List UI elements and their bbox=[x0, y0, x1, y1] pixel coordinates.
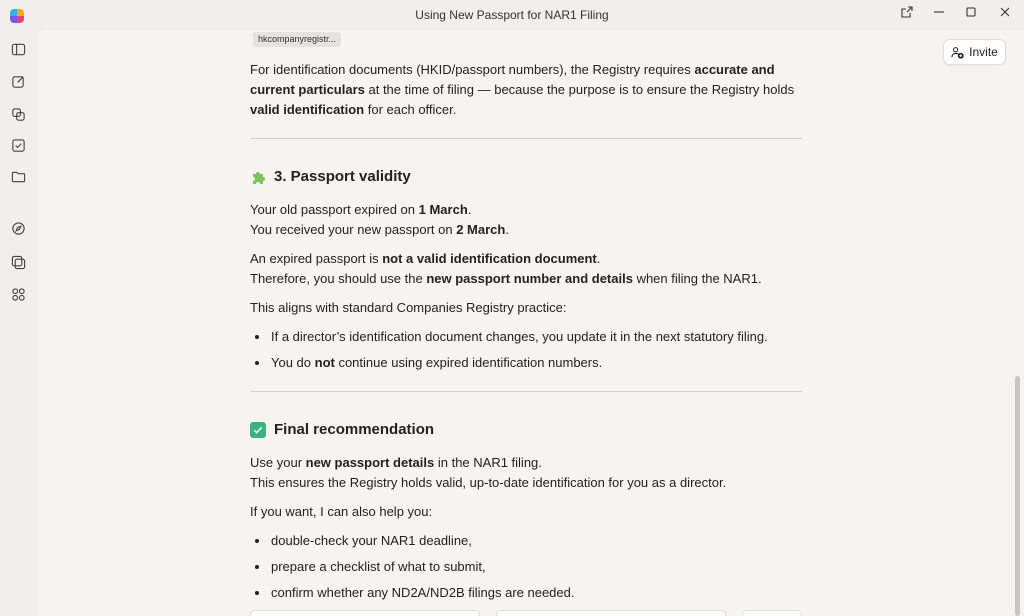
pop-out-icon[interactable] bbox=[892, 0, 922, 24]
check-mark-icon bbox=[250, 422, 266, 438]
expired-passport-line: An expired passport is not a valid identification document. bbox=[250, 251, 601, 266]
window-controls bbox=[892, 0, 1024, 30]
invite-label: Invite bbox=[969, 45, 998, 59]
folder-icon[interactable] bbox=[10, 168, 26, 184]
therefore-line: Therefore, you should use the new passport number and details when filing the NAR1. bbox=[250, 271, 762, 286]
intro-paragraph: For identification documents (HKID/passport numbers), the Registry requires accurate and current particulars at the time of filing — because the purpose is to ensure the Registry holds valid identification for each officer. bbox=[250, 62, 795, 117]
divider bbox=[250, 391, 802, 392]
tasks-icon[interactable] bbox=[10, 137, 26, 153]
discover-icon[interactable] bbox=[10, 220, 26, 236]
practice-line: This aligns with standard Companies Registry practice: bbox=[250, 300, 567, 315]
add-person-icon bbox=[951, 46, 964, 59]
copilot-logo-icon bbox=[10, 9, 24, 23]
new-chat-icon[interactable] bbox=[10, 73, 26, 89]
divider bbox=[250, 138, 802, 139]
help-offer-line: If you want, I can also help you: bbox=[250, 504, 433, 519]
close-button[interactable] bbox=[986, 0, 1024, 24]
suggestion-chip[interactable] bbox=[742, 610, 802, 616]
sidebar-toggle-icon[interactable] bbox=[10, 41, 26, 57]
old-passport-line: Your old passport expired on 1 March. bbox=[250, 202, 472, 217]
sidebar bbox=[0, 30, 37, 616]
suggestion-chip[interactable] bbox=[250, 610, 480, 616]
puzzle-piece-icon bbox=[250, 169, 266, 185]
apps-icon[interactable] bbox=[10, 286, 26, 302]
title-bar bbox=[0, 0, 1024, 30]
scrollbar-thumb[interactable] bbox=[1015, 376, 1020, 616]
new-passport-line: You received your new passport on 2 March. bbox=[250, 222, 509, 237]
ensures-line: This ensures the Registry holds valid, up-to-date identification for you as a director. bbox=[250, 475, 727, 490]
copy-pages-icon[interactable] bbox=[10, 106, 26, 122]
source-chip[interactable]: hkcompanyregistr... bbox=[253, 32, 341, 47]
minimize-button[interactable] bbox=[922, 0, 956, 24]
section-heading-final-recommendation: Final recommendation bbox=[250, 420, 434, 440]
use-new-passport-line: Use your new passport details in the NAR1 filing. bbox=[250, 455, 542, 470]
window-title: Using New Passport for NAR1 Filing bbox=[415, 8, 609, 22]
invite-button[interactable] bbox=[943, 39, 1006, 65]
section-heading-passport-validity: 3. Passport validity bbox=[250, 167, 411, 187]
maximize-button[interactable] bbox=[956, 0, 986, 24]
suggestion-chip[interactable] bbox=[496, 610, 726, 616]
image-gallery-icon[interactable] bbox=[10, 254, 26, 270]
